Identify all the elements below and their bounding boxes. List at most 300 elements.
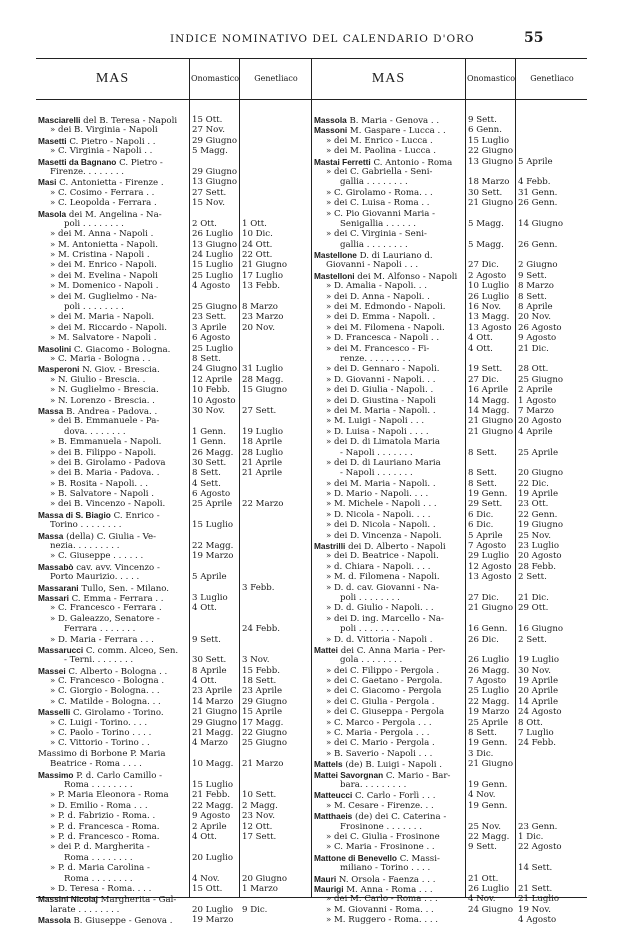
genetliaco-date: 22 Giugno [242,728,288,739]
list-item [36,718,311,728]
genetliaco-date: 8 Marzo [518,281,554,292]
entry-name [50,905,188,915]
onomastico-date: 3 Dic. [468,748,494,759]
surname: Matteucci [314,790,353,801]
list-item [312,697,587,707]
list-item [36,905,311,915]
surname: Massabò [38,561,74,572]
onomastico-date: 16 Nov. [468,302,501,313]
entry-text: gola . . . . . . . . [340,655,403,666]
entry-text: » dei M. Anna - Napoli . [50,229,154,240]
entry-name [50,863,188,873]
genetliaco-date: 14 Aprile [518,696,559,707]
list-item [312,385,587,395]
surname: Masolini [38,343,72,354]
genetliaco-date: 19 Luglio [242,426,284,437]
entry-name [326,707,464,717]
entry-name [326,520,464,530]
entry-text: » dei C. Giacomo - Pergola [326,686,442,697]
entry-name [50,240,188,250]
entry-text: » C. Francesco - Bologna . [50,676,165,687]
onomastico-date: 15 Luglio [192,520,234,531]
list-item [312,874,587,884]
list-item [312,676,587,686]
genetliaco-date: 9 Sett. [518,270,547,281]
entry-text: Ferrara . . . . . . . [64,624,136,635]
genetliaco-date: 4 Aprile [518,426,553,437]
list-item [312,811,587,821]
list-item [312,614,587,624]
entry-name [50,790,188,800]
entry-text: dei C. Anna Maria - Per- [337,645,446,656]
entry-name [340,624,464,634]
entry-text: C. comm. Alceo, Sen. [83,645,179,656]
onomastico-date: 13 Giugno [192,177,238,188]
list-item [312,759,587,769]
onomastico-date: 21 Giugno [468,426,514,437]
surname: Masselli [38,707,71,718]
entry-text: » M. Cesare - Firenze. . . [326,800,434,811]
onomastico-date: 22 Magg. [468,831,510,842]
entry-text: » M. d. Filomena - Napoli. [326,572,440,583]
surname: Masola [38,208,67,219]
surname: Matthaeis [314,811,353,822]
surname: Mastai Ferretti [314,156,371,167]
entry-name [50,292,188,302]
genetliaco-date: 28 Luglio [242,447,284,458]
genetliaco-date: 2 Giugno [518,260,558,271]
entry-name [50,842,188,852]
onomastico-date: 25 Aprile [468,717,509,728]
entry-name [50,686,188,696]
list-item [312,624,587,634]
entry-name [326,458,464,468]
onomastico-date: 1 Genn. [192,437,226,448]
list-item [312,686,587,696]
list-item [312,728,587,738]
genetliaco-date: 20 Giugno [518,468,564,479]
genetliaco-date: 24 Agosto [518,707,562,718]
list-item [312,240,587,250]
left-column [36,59,312,926]
entry-name [50,520,188,530]
entry-text: » N. Guglielmo - Brescia. [50,385,159,396]
entry-name [50,832,188,842]
entry-text: » dei C. Giulia - Pergola . [326,696,435,707]
genetliaco-date: 1 Dic. [518,831,544,842]
surname: Mattei Savorgnan [314,769,384,780]
onomastico-date: 5 Aprile [468,530,503,541]
onomastico-date: 8 Sett. [468,447,497,458]
onomastico-date: 4 Nov. [468,894,496,905]
list-item [312,666,587,676]
genetliaco-date: 10 Dic. [242,229,273,240]
onomastico-date: 15 Nov. [192,198,225,209]
entry-text: » C. Girolamo - Roma. . . [326,187,433,198]
onomastico-date: 6 Dic. [468,509,494,520]
onomastico-date: 15 Ott. [192,883,223,894]
entry-text: del B. Teresa - Napoli [80,116,178,126]
entry-name [326,344,464,354]
entry-text: » dei D. ing. Marcello - Na- [326,613,444,624]
entry-text: » B. Salvatore - Napoli . [50,489,154,500]
list-item [312,822,587,832]
entry-name [326,728,464,738]
entry-name [50,822,188,832]
entry-text: P. d. Carlo Camillo - [73,770,163,781]
surname: Mastellone [314,250,357,261]
entry-text: M. Gaspare - Lucca . . [347,126,446,137]
genetliaco-date: 2 Sett. [518,634,547,645]
list-item [312,323,587,333]
onomastico-date: 25 Nov. [468,821,501,832]
entry-text: » D. Luisa - Napoli . . . . [326,426,429,437]
genetliaco-date: 20 Nov. [242,322,275,333]
onomastico-date: 20 Luglio [192,904,234,915]
onomastico-date: 14 Magg. [468,395,510,406]
list-item [312,583,587,593]
genetliaco-date: 31 Genn. [518,187,558,198]
genetliaco-date: 9 Agosto [518,333,557,344]
list-item [36,416,311,426]
entry-name [326,915,464,925]
entry-text: » C. Luigi - Torino. . . . [50,717,148,728]
entry-name [326,333,464,343]
entry-name [326,603,464,613]
entry-text: » C. Virginia - Napoli . . [50,146,153,157]
entry-text: » M. Ruggero - Roma. . . . [326,915,439,926]
entry-text: - Terni. . . . . . . . [64,655,134,666]
genetliaco-date: 16 Giugno [518,624,564,635]
entry-text: (de) dei C. Caterina - [352,812,447,823]
list-item [36,115,311,125]
entry-text: » dei D. di Lauriano Maria [326,457,441,468]
list-item [36,697,311,707]
entry-name [326,531,464,541]
genetliaco-date: 19 Luglio [518,655,560,666]
entry-name [326,489,464,499]
list-item [36,801,311,811]
genetliaco-date: 23 Genn. [518,821,558,832]
list-item [36,842,311,852]
entry-name [64,302,188,312]
entry-name [50,416,188,426]
name-heading: MAS [95,71,130,86]
list-item [312,406,587,416]
entry-text: Firenze. . . . . . . . [50,166,125,177]
entry-text: Roma . . . . . . . . [64,852,133,863]
entry-name [340,468,464,478]
entry-name [326,666,464,676]
list-item [312,312,587,322]
list-item [36,489,311,499]
entry-text: C. Mario - Bar- [383,770,451,781]
onomastico-date: 16 Aprile [468,385,509,396]
surname: Mastrilli [314,541,346,552]
list-item [36,281,311,291]
genetliaco-heading: Genetliaco [515,59,588,99]
surname: Massa [38,405,64,416]
onomastico-date: 10 Magg. [192,759,234,770]
entry-name [50,551,188,561]
page-number: 55 [524,30,544,46]
entry-name [50,229,188,239]
genetliaco-date: 28 Ott. [518,364,549,375]
entry-text: poli . . . . . . . . [340,624,400,635]
list-item [36,375,311,385]
list-item [36,790,311,800]
entry-text: » D. Teresa - Roma. . . . [50,883,152,894]
entry-text: » D. Galeazzo, Senatore - [50,613,160,624]
entry-name [50,312,188,322]
onomastico-date: 4 Ott. [468,343,493,354]
entry-name [50,811,188,821]
genetliaco-date: 2 Aprile [518,385,553,396]
entry-name [50,718,188,728]
entry-text: Torino . . . . . . . . [50,520,122,531]
onomastico-date: 19 Marzo [192,551,234,562]
entry-text: Giovanni - Napoli . . . [326,260,419,271]
entry-text: » dei B. Virginia - Napoli [50,125,158,136]
list-item [36,572,311,582]
list-item [36,229,311,239]
entry-text: dei M. Alfonso - Napoli [354,271,458,282]
surname: Masi [38,177,57,188]
entry-text: » dei M. Enrico - Lucca . [326,135,433,146]
genetliaco-date: 7 Luglio [518,728,554,739]
list-item [36,676,311,686]
entry-name [38,749,188,759]
list-item [36,302,311,312]
genetliaco-date: 25 Giugno [242,738,288,749]
list-item [312,770,587,780]
onomastico-date: 25 Aprile [192,499,233,510]
genetliaco-date: 21 Aprile [242,457,283,468]
list-item [36,863,311,873]
genetliaco-date: 24 Febb. [518,738,556,749]
list-item [36,240,311,250]
entry-text: (della) C. Giulia - Ve- [63,531,157,542]
entry-name [50,271,188,281]
genetliaco-date: 17 Sett. [242,831,277,842]
entry-name [326,583,464,593]
list-item [312,177,587,187]
list-item [312,416,587,426]
entry-name [64,624,188,634]
entry-name [50,385,188,395]
onomastico-date: 4 Ott. [468,333,493,344]
entry-name [64,655,188,665]
list-item [36,853,311,863]
entry-text: » C. Matilde - Bologna. . . [50,696,161,707]
entry-name [326,842,464,852]
entry-name [326,562,464,572]
entry-text: » C. Pio Giovanni Maria - [326,208,436,219]
entry-name [50,448,188,458]
entry-text: cav. avv. Vincenzo - [73,562,160,573]
entry-text: » D. Nicola - Napoli. . . . [326,509,431,520]
onomastico-date: 8 Sett. [468,468,497,479]
list-item [312,136,587,146]
genetliaco-date: 21 Dic. [518,592,549,603]
entry-name [50,541,188,551]
entry-name [326,396,464,406]
onomastico-date: 4 Agosto [192,281,231,292]
surname: Massola [38,915,71,926]
genetliaco-date: 1 Ott. [242,218,267,229]
entry-text: C. Girolamo - Torino. [70,708,164,719]
onomastico-date: 21 Magg. [192,728,234,739]
entry-text: N. Giov. - Brescia. [79,365,160,376]
entry-text: » dei M. Maria - Napoli. . [326,405,436,416]
entry-name [50,167,188,177]
entry-text: » dei C. Luisa - Roma . . [326,198,430,209]
list-item [36,562,311,572]
onomastico-date: 4 Nov. [192,873,220,884]
entry-text: C. Alberto - Bologna . . [65,666,168,677]
list-item [36,167,311,177]
entry-name [326,281,464,291]
onomastico-date: 3 Luglio [192,592,228,603]
entry-text: B. Andrea - Padova. . [63,406,158,417]
onomastico-date: 7 Agosto [468,541,507,552]
entry-text: » dei M. Paolina - Lucca . [326,146,436,157]
list-item [36,146,311,156]
entry-name [340,219,464,229]
onomastico-date: 1 Genn. [192,426,226,437]
entry-name [326,738,464,748]
entry-name [50,437,188,447]
entry-text: » dei D. Vincenza - Napoli. [326,530,442,541]
list-item [312,572,587,582]
onomastico-date: 22 Magg. [192,800,234,811]
entry-text: » C. Maria - Frosinone . . [326,842,435,853]
entry-text: » dei C. Filippo - Pergola . [326,665,440,676]
entry-name [50,479,188,489]
list-item [312,780,587,790]
onomastico-date: 19 Genn. [468,800,508,811]
list-item [36,271,311,281]
entry-text: » C. Paolo - Torino . . . . [50,728,152,739]
genetliaco-date: 21 Aprile [242,468,283,479]
entry-text: » M. Cristina - Napoli . [50,250,150,261]
list-item [312,832,587,842]
list-item [36,177,311,187]
entry-text: C. Giacomo - Bologna. [71,344,171,355]
entry-text: N. Orsola - Faenza . . . [336,874,436,885]
entry-text: C. Pietro - Napoli . . [66,136,156,147]
entry-name [326,188,464,198]
onomastico-date: 15 Luglio [192,260,234,271]
entry-name [64,219,188,229]
onomastico-date: 27 Sett. [192,187,227,198]
list-item [312,167,587,177]
list-item [36,624,311,634]
list-item [36,468,311,478]
entry-name [340,863,464,873]
genetliaco-date: 22 Genn. [518,509,558,520]
onomastico-date: 20 Luglio [192,852,234,863]
list-item [312,738,587,748]
list-item [312,250,587,260]
entry-name [326,676,464,686]
entry-name [50,375,188,385]
entry-text: » dei C. Giuseppa - Pergola [326,707,445,718]
onomastico-date: 24 Giugno [468,904,514,915]
list-item [312,458,587,468]
entry-text: » B. Saverio - Napoli . . . [326,748,433,759]
genetliaco-date: 21 Giugno [242,260,288,271]
list-item [36,510,311,520]
onomastico-date: 8 Sett. [192,468,221,479]
onomastico-date: 3 Aprile [192,322,227,333]
genetliaco-date: 5 Aprile [518,156,553,167]
list-item [312,188,587,198]
list-item [312,437,587,447]
entry-text: » B. Emmanuela - Napoli. [50,437,162,448]
entry-name [50,614,188,624]
onomastico-date: 6 Genn. [468,125,502,136]
entry-text: » dei M. Francesco - Fi- [326,343,430,354]
genetliaco-date: 7 Marzo [518,405,554,416]
onomastico-date: 13 Magg. [468,312,510,323]
list-item [312,427,587,437]
list-item [36,312,311,322]
entry-text: » dei C. Giulia - Frosinone [326,831,440,842]
list-item [312,635,587,645]
entry-text: » D. Amalia - Napoli. . . [326,281,427,292]
genetliaco-date: 21 Luglio [518,894,560,905]
list-item [36,157,311,167]
list-item [312,801,587,811]
entry-text: » P. d. Fabrizio - Roma. . [50,811,156,822]
entry-text: » C. Cosimo - Ferrara . . [50,187,155,198]
onomastico-date: 29 Giugno [192,135,238,146]
entry-text: » dei D. Giulia - Napoli. . [326,385,434,396]
list-item [312,219,587,229]
onomastico-date: 22 Magg. [192,541,234,552]
list-item [36,759,311,769]
list-item [312,603,587,613]
entry-text: » D. d. Giulio - Napoli. . . [326,603,434,614]
list-item [312,479,587,489]
entry-name [50,146,188,156]
genetliaco-date: 28 Magg. [242,374,284,385]
entry-text: renze. . . . . . . . . [340,353,411,364]
surname: Massei [38,665,66,676]
entry-text: » C. Giorgio - Bologna. . . [50,686,160,697]
entry-name [50,125,188,135]
entry-text: » C. Maria - Pergola . . . [326,728,430,739]
entry-text: » dei D. Giustina - Napoli [326,395,436,406]
entry-name [50,396,188,406]
entry-text: C. Antonio - Roma [370,157,453,168]
list-item [312,499,587,509]
list-item [312,707,587,717]
genetliaco-date: 3 Nov. [242,655,270,666]
list-item [312,364,587,374]
right-column [312,59,587,926]
entry-text: » dei B. Girolamo - Padova [50,457,166,468]
list-item [36,520,311,530]
running-title: INDICE NOMINATIVO DEL CALENDARIO D'ORO [170,33,475,45]
onomastico-date: 2 Ott. [192,218,217,229]
entry-text: C. Carlo - Forlì . . . [352,791,436,802]
column-header [312,59,587,100]
entry-text: » D. d. Vittoria - Napoli . [326,634,433,645]
surname: Maurigi [314,883,344,894]
genetliaco-date: 9 Dic. [242,904,268,915]
